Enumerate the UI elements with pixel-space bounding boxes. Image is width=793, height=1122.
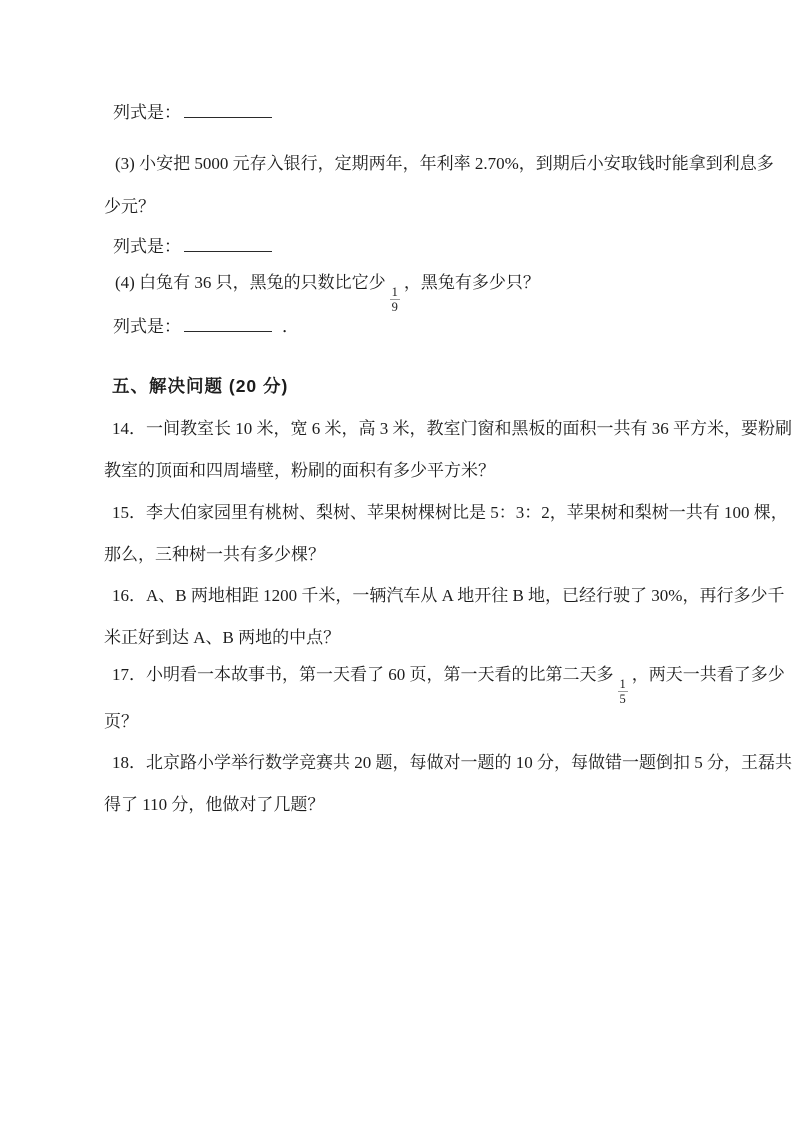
section-5-heading bbox=[112, 376, 288, 398]
answer-line-2-label: 列式是： bbox=[113, 237, 181, 256]
question-14-line-2 bbox=[104, 460, 495, 481]
answer-line-3 bbox=[113, 316, 299, 337]
question-15-line-1 bbox=[112, 502, 788, 523]
question-14-text-1: 14．一间教室长 10 米，宽 6 米，高 3 米，教室门窗和黑板的面积一共有 36 平方米，要粉刷 bbox=[112, 419, 792, 438]
answer-line-3-label: 列式是： bbox=[113, 317, 181, 336]
question-18-line-2 bbox=[104, 794, 324, 815]
question-15-text-1: 15．李大伯家园里有桃树、梨树、苹果树棵树比是 5：3：2，苹果树和梨树一共有 100 棵， bbox=[112, 503, 788, 522]
question-15-text-2: 那么，三种树一共有多少棵？ bbox=[104, 545, 325, 564]
question-17-text-2: 页？ bbox=[104, 712, 138, 731]
question-3-line-1 bbox=[115, 153, 774, 174]
question-4-text-pre: (4) 白兔有 36 只，黑兔的只数比它少 bbox=[115, 273, 386, 292]
question-3-text-2: 少元？ bbox=[104, 197, 155, 216]
answer-blank-1 bbox=[184, 102, 272, 118]
fraction-denominator: 5 bbox=[619, 691, 626, 706]
question-17-text-post: ，两天一共看了多少 bbox=[631, 665, 785, 684]
fraction-numerator: 1 bbox=[619, 676, 626, 691]
answer-line-2 bbox=[113, 236, 272, 257]
answer-line-1 bbox=[113, 102, 272, 123]
answer-blank-2 bbox=[184, 236, 272, 252]
question-16-text-1: 16．A、B 两地相距 1200 千米，一辆汽车从 A 地开往 B 地，已经行驶了 30%，再行多少千 bbox=[112, 586, 785, 605]
answer-line-1-label: 列式是： bbox=[113, 103, 181, 122]
question-15-line-2 bbox=[104, 544, 325, 565]
fraction-numerator: 1 bbox=[391, 284, 398, 299]
question-3-text-1: (3) 小安把 5000 元存入银行，定期两年，年利率 2.70%，到期后小安取钱时能拿到利息多 bbox=[115, 154, 774, 173]
fraction-denominator: 9 bbox=[391, 299, 398, 314]
question-17-text-pre: 17．小明看一本故事书，第一天看了 60 页，第一天看的比第二天多 bbox=[112, 665, 614, 684]
question-18-text-2: 得了 110 分，他做对了几题？ bbox=[104, 795, 325, 814]
question-17-line-1 bbox=[112, 664, 785, 706]
answer-line-3-period: ． bbox=[282, 317, 299, 336]
question-14-text-2: 教室的顶面和四周墙壁，粉刷的面积有多少平方米？ bbox=[104, 461, 495, 480]
question-14-line-1 bbox=[112, 418, 792, 439]
fraction-one-fifth bbox=[618, 677, 628, 707]
question-16-text-2: 米正好到达 A、B 两地的中点？ bbox=[104, 628, 341, 647]
question-18-text-1: 18．北京路小学举行数学竞赛共 20 题，每做对一题的 10 分，每做错一题倒扣 5 分，王磊共 bbox=[112, 753, 792, 772]
answer-blank-3 bbox=[184, 316, 272, 332]
question-18-line-1 bbox=[112, 752, 792, 773]
section-5-heading-text: 五、解决问题 (20 分) bbox=[112, 376, 289, 396]
question-16-line-2 bbox=[104, 627, 340, 648]
question-16-line-1 bbox=[112, 585, 784, 606]
question-4-text-post: ，黑兔有多少只？ bbox=[403, 273, 540, 292]
question-3-line-2 bbox=[104, 196, 155, 217]
question-4-line bbox=[115, 272, 540, 314]
fraction-one-ninth bbox=[390, 285, 400, 315]
question-17-line-2 bbox=[104, 711, 138, 732]
